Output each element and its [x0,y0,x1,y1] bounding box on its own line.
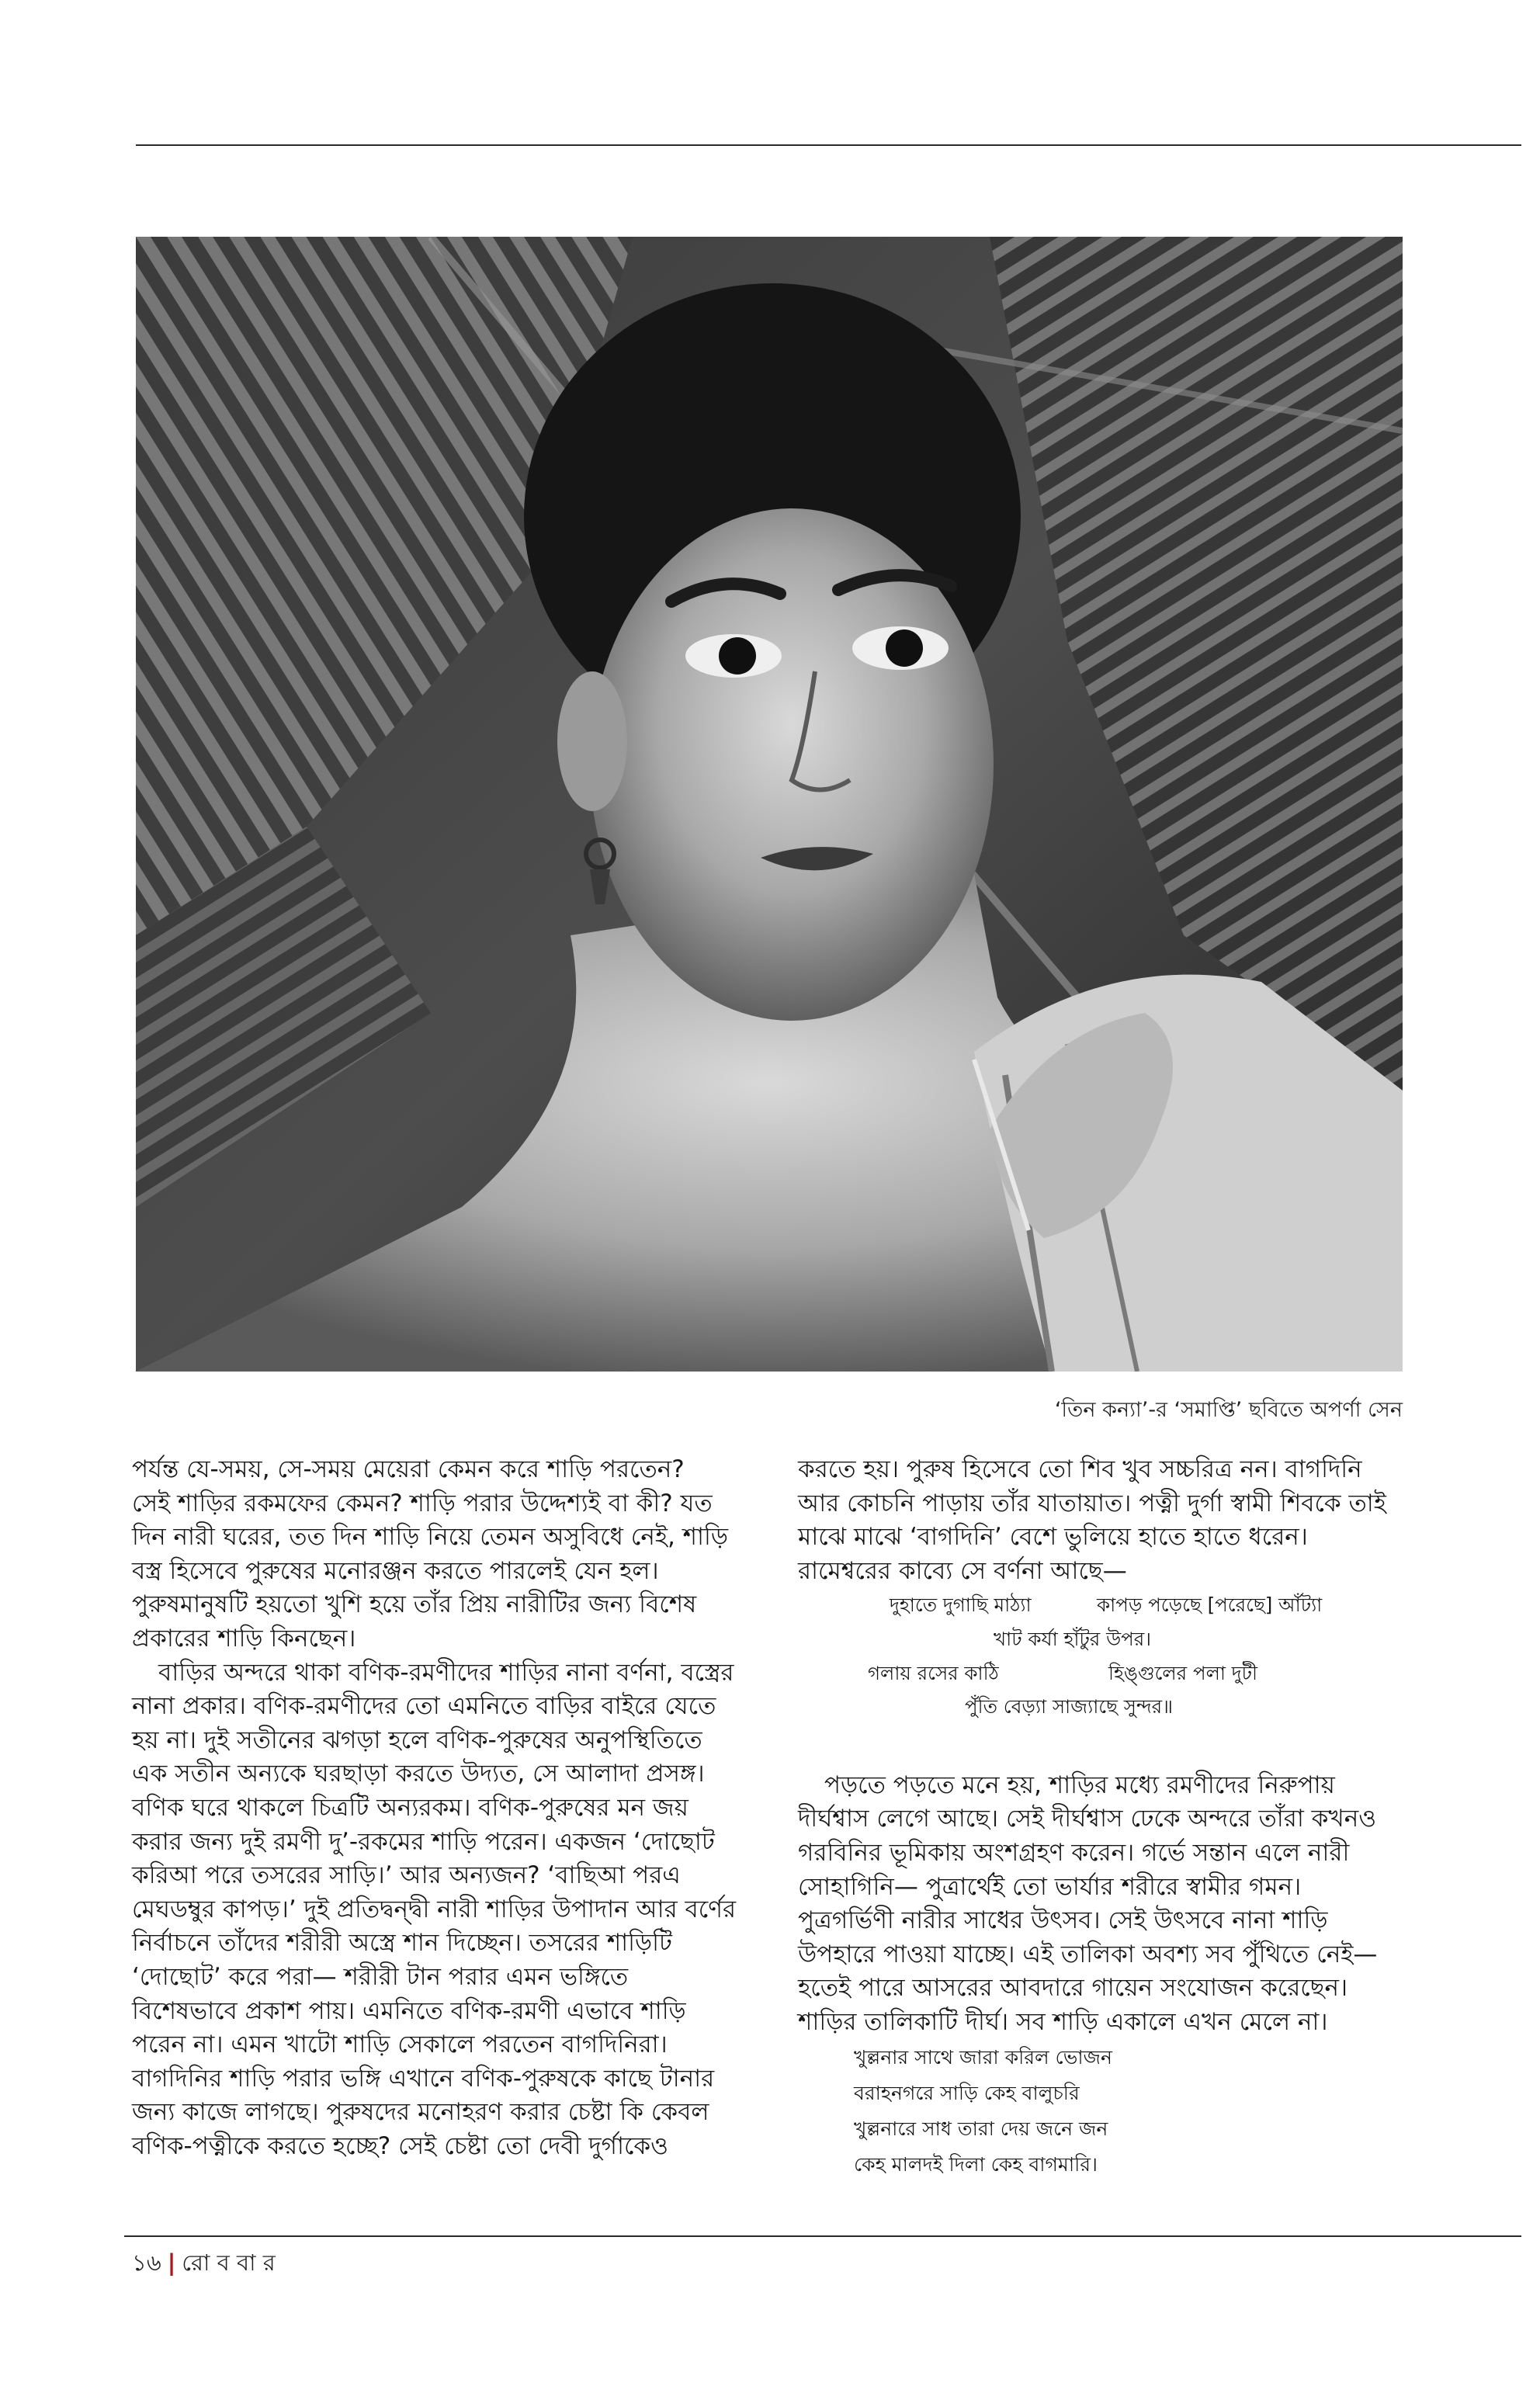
text-line: প্রকারের শাড়ি কিনছেন। [132,1624,356,1653]
verse-line: খুল্লনারে সাধ তারা দেয় জনে জন [854,2117,1108,2140]
text-line: সোহাগিনি— পুত্রার্থেই তো ভার্যার শরীরে স্বামীর গমন। [798,1872,1302,1901]
text-line: মেঘডম্বুর কাপড়।’ দুই প্রতিদ্বন্দ্বী নারী শাড়ির উপাদান আর বর্ণের [132,1895,737,1923]
text-line: দীর্ঘশ্বাস লেগে আছে। সেই দীর্ঘশ্বাস ঢেকে অন্দরে তাঁরা কখনও [798,1805,1377,1833]
verse-line: কেহ মালদই দিলা কেহ বাগমারি। [854,2152,1098,2176]
portrait-image [136,237,1403,1372]
text-line: শাড়ির তালিকাটি দীর্ঘ। সব শাড়ি একালে এখন মেলে না। [798,2007,1328,2036]
text-line: হয় না। দুই সতীনের ঝগড়া হলে বণিক-পুরুষের অনুপস্থিতিতে [132,1725,702,1754]
text-line: পরেন না। এমন খাটো শাড়ি সেকালে পরতেন বাগদিনিরা। [132,2031,668,2059]
verse-line [798,1656,1407,1691]
verse-fragment: পুঁতি বেড়্যা সাজ্যাছে সুন্দর॥ [965,1695,1173,1718]
text-line: করতে হয়। পুরুষ হিসেবে তো শিব খুব সচ্চরিত্র নন। বাগদিনি [798,1455,1362,1483]
verse-line: খুল্লনার সাথে জারা করিল ভোজন [854,2045,1112,2069]
text-line: হতেই পারে আসরের আবদারে গায়েন সংযোজন করেছেন। [798,1974,1348,2003]
verse-fragment: দুহাতে দুগাছি মাঠ্যা [890,1594,1032,1617]
top-rule [136,144,1521,146]
text-line: উপহারে পাওয়া যাচ্ছে। এই তালিকা অবশ্য সব পুঁথিতে নেই— [798,1940,1378,1968]
text-line: বাগদিনির শাড়ি পরার ভঙ্গি এখানে বণিক-পুরুষকে কাছে টানার [132,2064,715,2093]
text-line: বিশেষভাবে প্রকাশ পায়। এমনিতে বণিক-রমণী এভাবে শাড়ি [132,1996,686,2025]
right-column [798,1453,1407,2183]
verse-line [798,1622,1407,1656]
photo-caption: ‘তিন কন্যা’-র ‘সমাপ্তি’ ছবিতে অপর্ণা সেন [1054,1398,1403,1422]
text-line: নির্বাচনে তাঁদের শরীরী অস্ত্রে শান দিচ্ছেন। তসরের শাড়িটি [132,1929,672,1958]
text-line: মাঝে মাঝে ‘বাগদিনি’ বেশে ভুলিয়ে হাতে হাতে ধরেন। [798,1523,1308,1552]
verse-line [798,1690,1407,1724]
verse-line [798,1588,1407,1622]
text-line: আর কোচনি পাড়ায় তাঁর যাতায়াত। পত্নী দুর্গা স্বামী শিবকে তাই [798,1489,1386,1517]
text-line: করিআ পরে তসরের সাড়ি।’ আর অন্যজন? ‘বাছিআ পরএ [132,1861,681,1890]
text-line: বণিক-পত্নীকে করতে হচ্ছে? সেই চেষ্টা তো দেবী দুর্গাকেও [132,2131,668,2160]
film-still-photo [136,237,1403,1372]
verse-fragment: কাপড় পড়েছে [পরেছে] আঁট্যা [1097,1594,1323,1617]
text-line: বস্ত্র হিসেবে পুরুষের মনোরঞ্জন করতে পারলেই যেন হল। [132,1556,659,1585]
text-line: পুত্রগর্ভিণী নারীর সাধের উৎসব। সেই উৎসবে নানা শাড়ি [798,1906,1328,1935]
text-line: রামেশ্বরের কাব্যে সে বর্ণনা আছে— [798,1556,1127,1585]
verse-line: বরাহনগরে সাড়ি কেহ বালুচরি [854,2081,1080,2104]
verse-fragment: হিঙ্গুলের পলা দুটী [1108,1661,1257,1684]
text-line: গরবিনির ভূমিকায় অংশগ্রহণ করেন। গর্ভে সন্তান এলে নারী [798,1838,1350,1867]
text-line: এক সতীন অন্যকে ঘরছাড়া করতে উদ্যত, সে আলাদা প্রসঙ্গ। [132,1760,705,1788]
text-line: নানা প্রকার। বণিক-রমণীদের তো এমনিতে বাড়ির বাইরে যেতে [132,1692,716,1721]
text-line: করার জন্য দুই রমণী দু’-রকমের শাড়ি পরেন। একজন ‘দোছোট [132,1827,715,1856]
page-number: ১৬ [132,2249,161,2276]
text-line: দিন নারী ঘরের, তত দিন শাড়ি নিয়ে তেমন অসুবিধে নেই, শাড়ি [132,1523,728,1552]
text-line: বণিক ঘরে থাকলে চিত্রটি অন্যরকম। বণিক-পুরুষের মন জয় [132,1793,688,1822]
text-line: সেই শাড়ির রকমফের কেমন? শাড়ি পরার উদ্দেশ্যই বা কী? যত [132,1489,713,1517]
verse-fragment: গলায় রসের কাঠি [868,1661,999,1684]
bottom-rule [124,2235,1521,2237]
text-line: বাড়ির অন্দরে থাকা বণিক-রমণীদের শাড়ির নানা বর্ণনা, বস্ত্রের [158,1658,734,1687]
left-column [132,1453,737,2163]
text-line: ‘দোছোট’ করে পরা— শরীরী টান পরার এমন ভঙ্গিতে [132,1962,629,1991]
page-footer [132,2246,276,2284]
text-line: পর্যন্ত যে-সময়, সে-সময় মেয়েরা কেমন করে শাড়ি পরতেন? [132,1455,685,1483]
verse-fragment: খাট কর্যা হাঁটুর উপর। [994,1627,1152,1650]
folio-separator: | [167,2249,176,2276]
verse-quote [798,1588,1407,1723]
text-line: পড়তে পড়তে মনে হয়, শাড়ির মধ্যে রমণীদের নিরুপায় [824,1770,1335,1799]
text-line: জন্য কাজে লাগছে। পুরুষদের মনোহরণ করার চেষ্টা কি কেবল [132,2098,709,2127]
text-line: পুরুষমানুষটি হয়তো খুশি হয়ে তাঁর প্রিয় নারীটির জন্য বিশেষ [132,1590,697,1619]
verse-quote-2 [798,2040,1407,2183]
magazine-name: রো ব বা র [182,2249,276,2276]
